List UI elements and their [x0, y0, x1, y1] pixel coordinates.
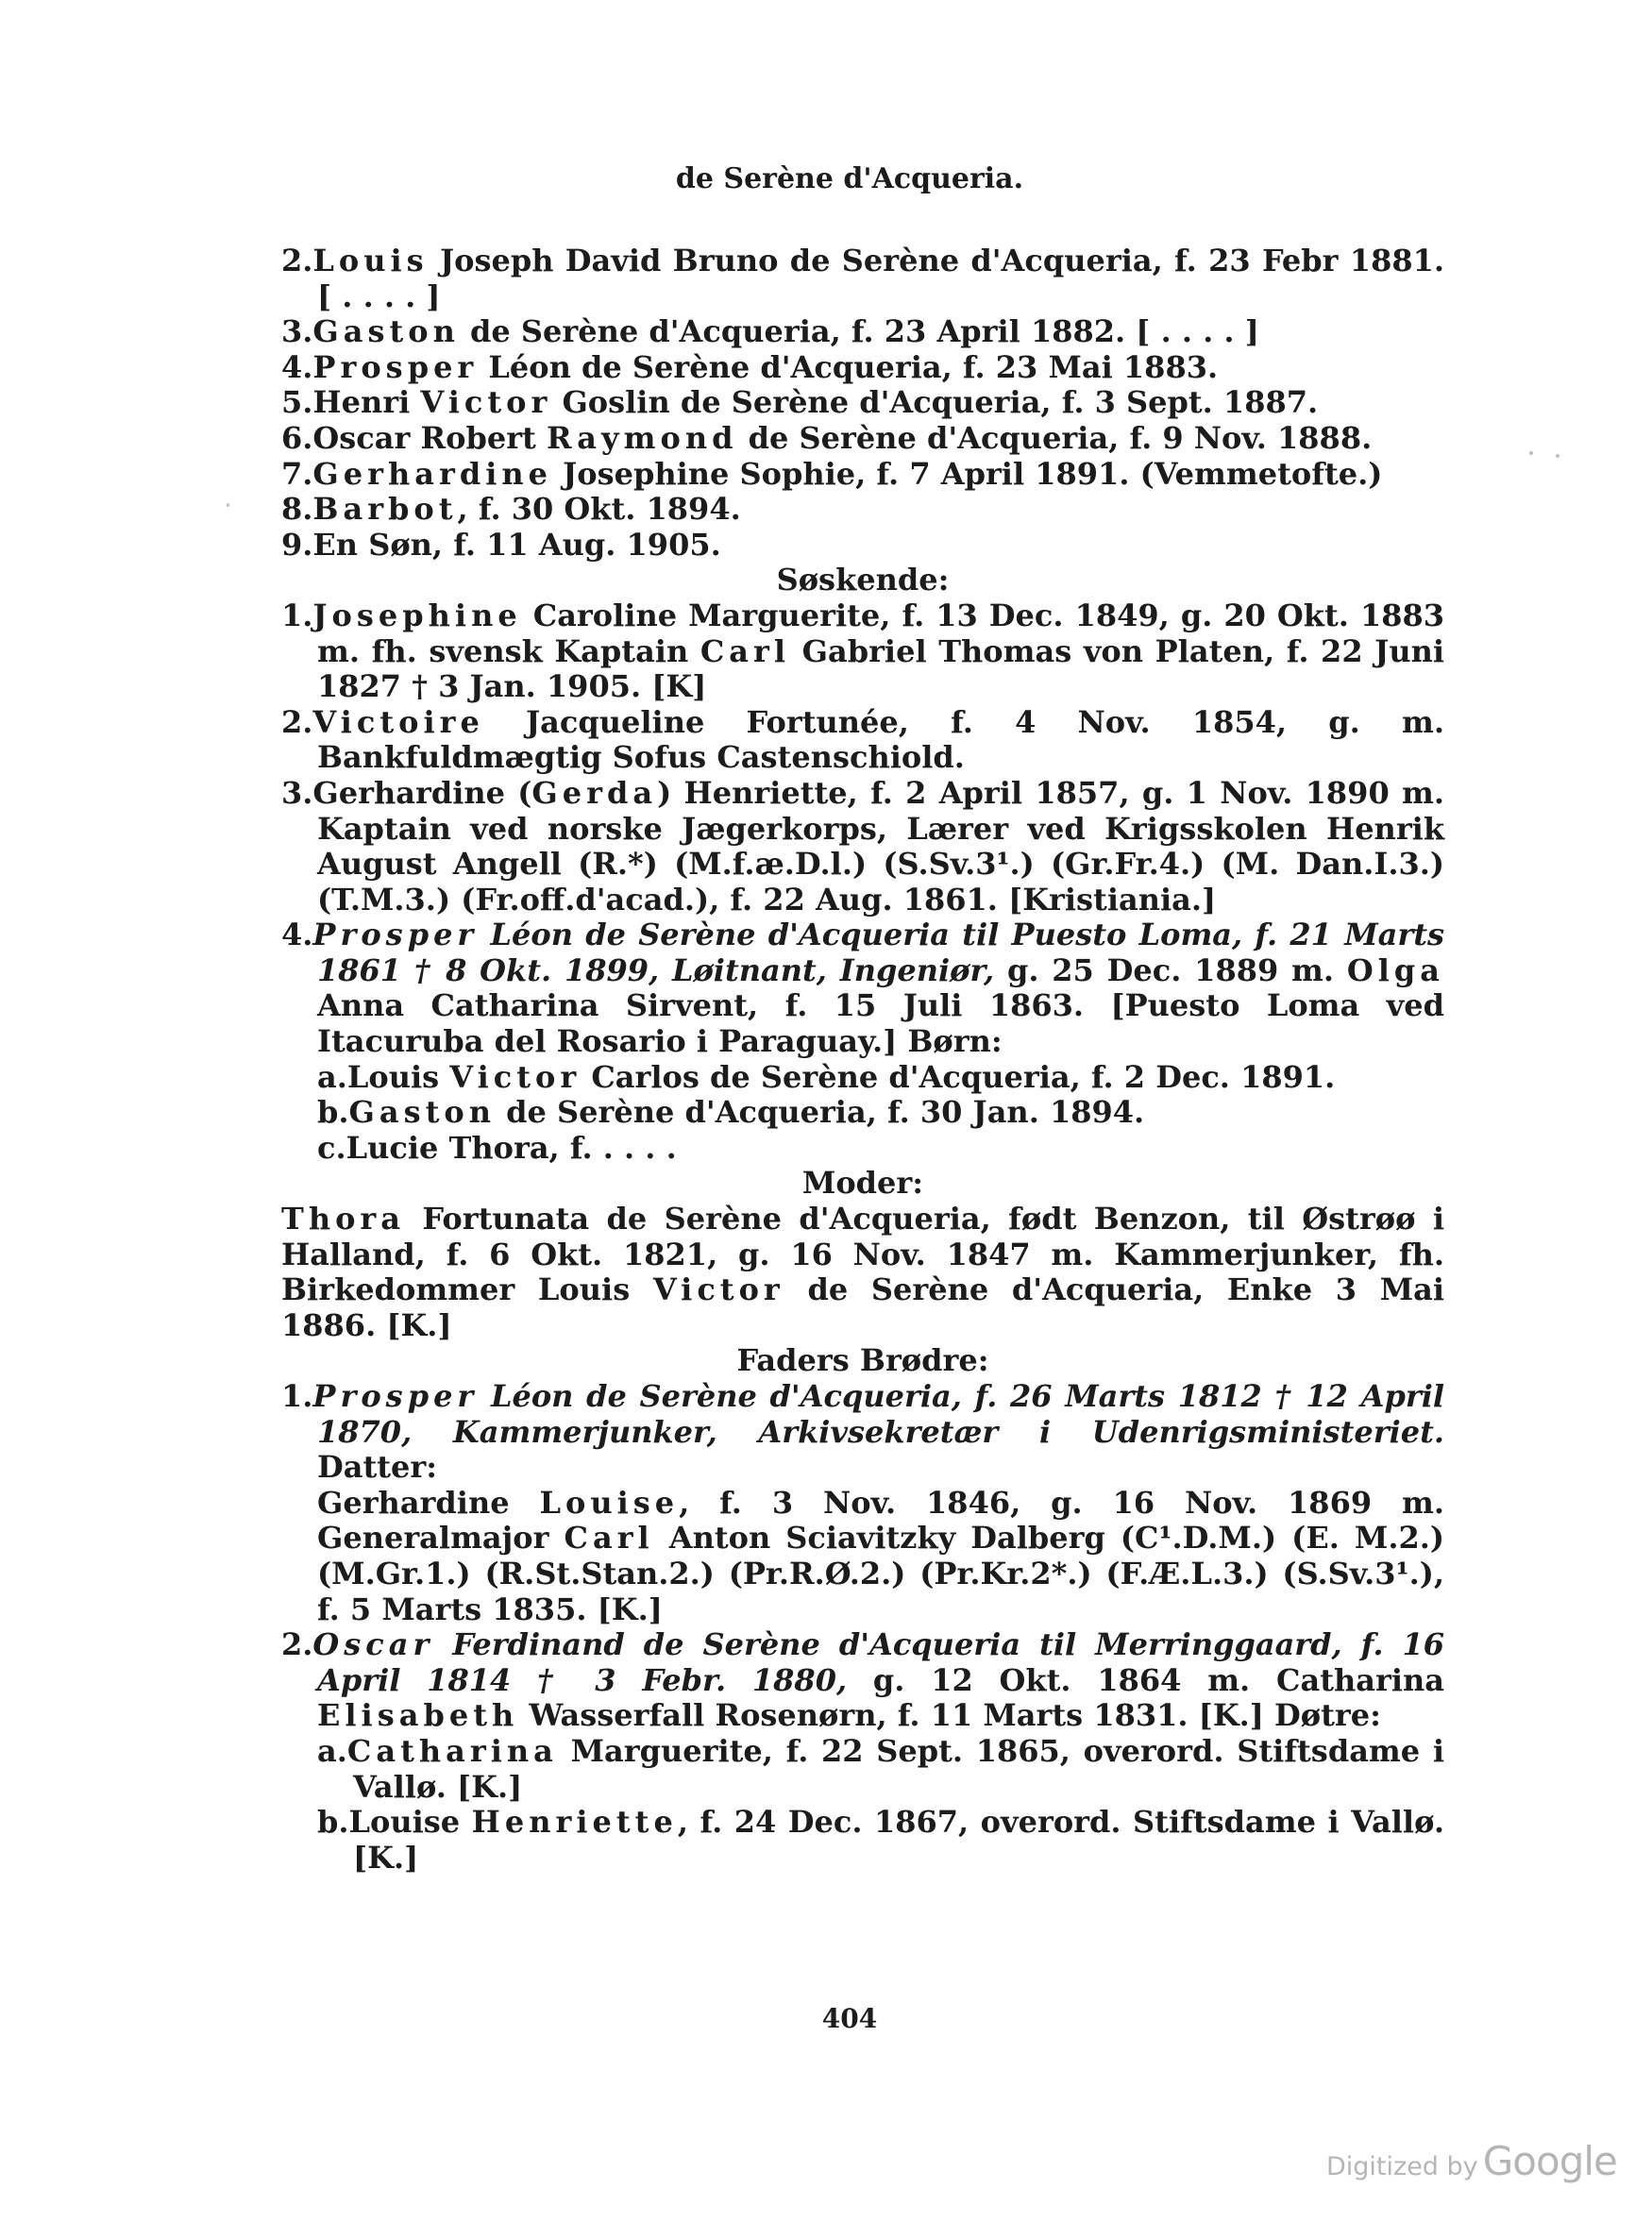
- text-run: Victoire: [312, 703, 484, 740]
- text-run: Josephine Sophie, f. 7 April 1891. (Vemmetofte.): [551, 455, 1383, 492]
- sibling-entry: [281, 598, 1444, 705]
- entry-number: a.: [317, 1732, 347, 1769]
- text-run: Henriette: [471, 1804, 678, 1841]
- child-entry: [281, 492, 1444, 528]
- text-run: Carl: [564, 1520, 654, 1557]
- text-run: Goslin de Serène d'Acqueria, f. 3 Sept. 1887.: [551, 384, 1319, 421]
- text-run: Carlos de Serène d'Acqueria, f. 2 Dec. 1891.: [581, 1058, 1336, 1095]
- watermark-brand: Google: [1482, 2138, 1617, 2184]
- cousin-daughter-entry: [317, 1734, 1444, 1805]
- entry-number: 4.: [281, 348, 313, 385]
- paternal-cousins-list: [281, 1734, 1444, 1876]
- entry-number: b.: [317, 1804, 349, 1841]
- entry-number: 2.: [281, 243, 313, 278]
- section-heading-moder: Moder:: [801, 1165, 924, 1202]
- text-run: Datter:: [317, 1449, 438, 1486]
- text-run: Victor: [652, 1271, 784, 1308]
- text-run: Wasserfall Rosenørn, f. 11 Marts 1831. [K.] Døtre:: [518, 1697, 1381, 1734]
- scan-speck: [1556, 454, 1559, 458]
- siblings-list: [281, 598, 1444, 1060]
- entry-number: 8.: [281, 491, 313, 528]
- mother-text: [281, 1202, 1444, 1343]
- text-run: Olga: [1346, 951, 1445, 988]
- text-run: Gerhardine: [312, 455, 552, 492]
- sibling-entry: [281, 705, 1444, 776]
- text-run: Gaston: [348, 1094, 496, 1131]
- text-run: , f. 30 Okt. 1894.: [457, 491, 741, 528]
- text-run: Marguerite, f. 22 Sept. 1865, overord. Stiftsdame i Vallø. [K.]: [353, 1732, 1444, 1805]
- section-heading-soskende: Søskende:: [776, 562, 950, 598]
- text-run: de Serène d'Acqueria, f. 23 April 1882. [ . . . . ]: [459, 313, 1259, 350]
- text-run: Caroline Marguerite, f. 13 Dec. 1849, g. 20 Okt. 1883 m. fh. svensk Kaptain: [317, 597, 1444, 669]
- text-run: Carl: [700, 632, 791, 669]
- entry-number: 9.: [281, 526, 313, 563]
- cousin-entry: [281, 1486, 1444, 1627]
- sibling-entry: [281, 917, 1444, 1059]
- text-run: Louis: [312, 243, 429, 278]
- cousin-daughter-entry: [317, 1805, 1444, 1876]
- text-run: Barbot: [312, 491, 458, 528]
- text-run: Oscar: [312, 1626, 434, 1663]
- text-run: Josephine: [312, 597, 522, 633]
- entry-number: 6.: [281, 419, 313, 456]
- text-run: Léon de Serène d'Acqueria, f. 23 Mai 1883.: [478, 348, 1219, 385]
- text-run: g. 25 Dec. 1889 m.: [994, 951, 1347, 988]
- text-run: Prosper: [312, 348, 479, 385]
- text-run: Raymond: [546, 419, 738, 456]
- sibling-child-entry: [317, 1095, 1444, 1131]
- entry-number: 2.: [281, 703, 313, 740]
- text-run: En Søn, f. 11 Aug. 1905.: [312, 526, 721, 563]
- paternal-uncle-2: [281, 1627, 1444, 1734]
- text-run: Fortunata de Serène d'Acqueria, født Benzon, til Østrøø i Halland, f. 6 Okt. 1821, g. 16 Nov. 1847 m. Kammerjunker, fh. Birkedommer Louis: [281, 1201, 1444, 1308]
- child-entry: [281, 314, 1444, 350]
- scan-speck: [227, 503, 229, 507]
- text-run: Oscar Robert: [312, 419, 547, 456]
- text-run: Gerhardine (: [312, 774, 532, 811]
- uncle-entry: [281, 1627, 1444, 1734]
- text-run: , f. 3 Nov. 1846, g. 16 Nov. 1869 m. Generalmajor: [317, 1484, 1445, 1557]
- digitized-by-google-watermark: [1326, 2138, 1617, 2184]
- text-run: Gerda: [531, 774, 658, 811]
- text-run: Gaston: [312, 313, 460, 350]
- child-entry: [281, 385, 1444, 421]
- paternal-uncle-1: [281, 1379, 1444, 1486]
- watermark-prefix: Digitized by: [1326, 2152, 1478, 2181]
- uncle-entry: [281, 1379, 1444, 1486]
- entry-number: 7.: [281, 455, 313, 492]
- text-run: Gerhardine: [317, 1484, 540, 1521]
- entry-number: 1.: [281, 1378, 313, 1414]
- entry-number: 2.: [281, 1626, 313, 1663]
- mother-entry: [281, 1202, 1444, 1343]
- entry-number: a.: [317, 1058, 347, 1095]
- text-run: ) Henriette, f. 2 April 1857, g. 1 Nov. 1890 m. Kaptain ved norske Jægerkorps, Lærer ved Krigsskolen Henrik August Angell (R.*) (M.f.æ.D.l.) (S.Sv.3¹.) (Gr.Fr.4.) (M. Dan.I.3.) (T.M.3.) (Fr.off.d'acad.), f. 22 Aug. 1861. [Kristiania.]: [317, 774, 1445, 917]
- child-entry: [281, 528, 1444, 564]
- page-title: de Serène d'Acqueria.: [675, 162, 1024, 195]
- text-run: Anton Sciavitzky Dalberg (C¹.D.M.) (E. M.2.) (M.Gr.1.) (R.St.Stan.2.) (Pr.R.Ø.2.) (Pr.Kr.2*.) (F.Æ.L.3.) (S.Sv.3¹.), f. 5 Marts 1835. [K.]: [317, 1520, 1445, 1627]
- page-number: 404: [821, 2003, 878, 2034]
- text-run: Jacqueline Fortunée, f. 4 Nov. 1854, g. m. Bankfuldmægtig Sofus Castenschiold.: [317, 703, 1444, 776]
- section-heading-faders-brodre: Faders Brødre:: [736, 1342, 989, 1379]
- text-run: Elisabeth: [317, 1697, 519, 1734]
- child-entry: [281, 457, 1444, 493]
- child-entry: [281, 350, 1444, 386]
- text-run: de Serène d'Acqueria, f. 9 Nov. 1888.: [737, 419, 1373, 456]
- text-run: Anna Catharina Sirvent, f. 15 Juli 1863. [Puesto Loma ved Itacuruba del Rosario i Paraguay.] Børn:: [317, 987, 1444, 1060]
- text-run: Catharina: [346, 1732, 558, 1769]
- text-run: Henri: [312, 384, 421, 421]
- text-run: Victor: [420, 384, 552, 421]
- children-list: [281, 244, 1444, 563]
- text-run: Louise: [539, 1484, 680, 1521]
- entry-number: 5.: [281, 384, 313, 421]
- text-run: Thora: [281, 1201, 406, 1237]
- text-run: Joseph David Bruno de Serène d'Acqueria, f. 23 Febr 1881. [ . . . . ]: [317, 243, 1444, 314]
- entry-number: c.: [317, 1129, 346, 1166]
- text-run: Lucie Thora, f. . . . .: [346, 1129, 677, 1166]
- text-run: Ferdinand de Serène d'Acqueria til Merringgaard, f. 16 April 1814 † 3 Febr. 1880,: [317, 1626, 1444, 1698]
- page-body: [281, 244, 1444, 1876]
- entry-number: 4.: [281, 917, 313, 953]
- text-run: Léon de Serène d'Acqueria til Puesto Loma, f. 21 Marts 1861 † 8 Okt. 1899, Løitnant, Ingeniør,: [317, 917, 1444, 988]
- sibling-entry: [281, 776, 1444, 917]
- text-run: Léon de Serène d'Acqueria, f. 26 Marts 1812 † 12 April 1870, Kammerjunker, Arkivsekretær i Udenrigsministeriet.: [317, 1378, 1444, 1450]
- text-run: Gabriel Thomas von Platen, f. 22 Juni 1827 † 3 Jan. 1905. [K]: [317, 632, 1445, 705]
- child-entry: [281, 421, 1444, 457]
- paternal-cousin-entry: [281, 1486, 1444, 1627]
- text-run: Prosper: [312, 1378, 479, 1414]
- text-run: Victor: [449, 1058, 582, 1095]
- entry-number: 1.: [281, 597, 313, 633]
- text-run: Louis: [346, 1058, 450, 1095]
- text-run: Prosper: [312, 917, 479, 953]
- scan-speck: [1529, 451, 1533, 455]
- text-run: , f. 24 Dec. 1867, overord. Stiftsdame i Vallø. [K.]: [353, 1804, 1445, 1876]
- text-run: de Serène d'Acqueria, f. 30 Jan. 1894.: [495, 1094, 1145, 1131]
- sibling-children-list: [281, 1060, 1444, 1167]
- sibling-child-entry: [317, 1060, 1444, 1096]
- entry-number: 3.: [281, 774, 313, 811]
- text-run: Louise: [348, 1804, 472, 1841]
- child-entry: [281, 244, 1444, 314]
- text-run: g. 12 Okt. 1864 m. Catharina: [847, 1661, 1444, 1698]
- sibling-child-entry: [317, 1131, 1444, 1167]
- text-run: de Serène d'Acqueria, Enke 3 Mai 1886. [K.]: [281, 1271, 1445, 1343]
- entry-number: 3.: [281, 313, 313, 350]
- entry-number: b.: [317, 1094, 349, 1131]
